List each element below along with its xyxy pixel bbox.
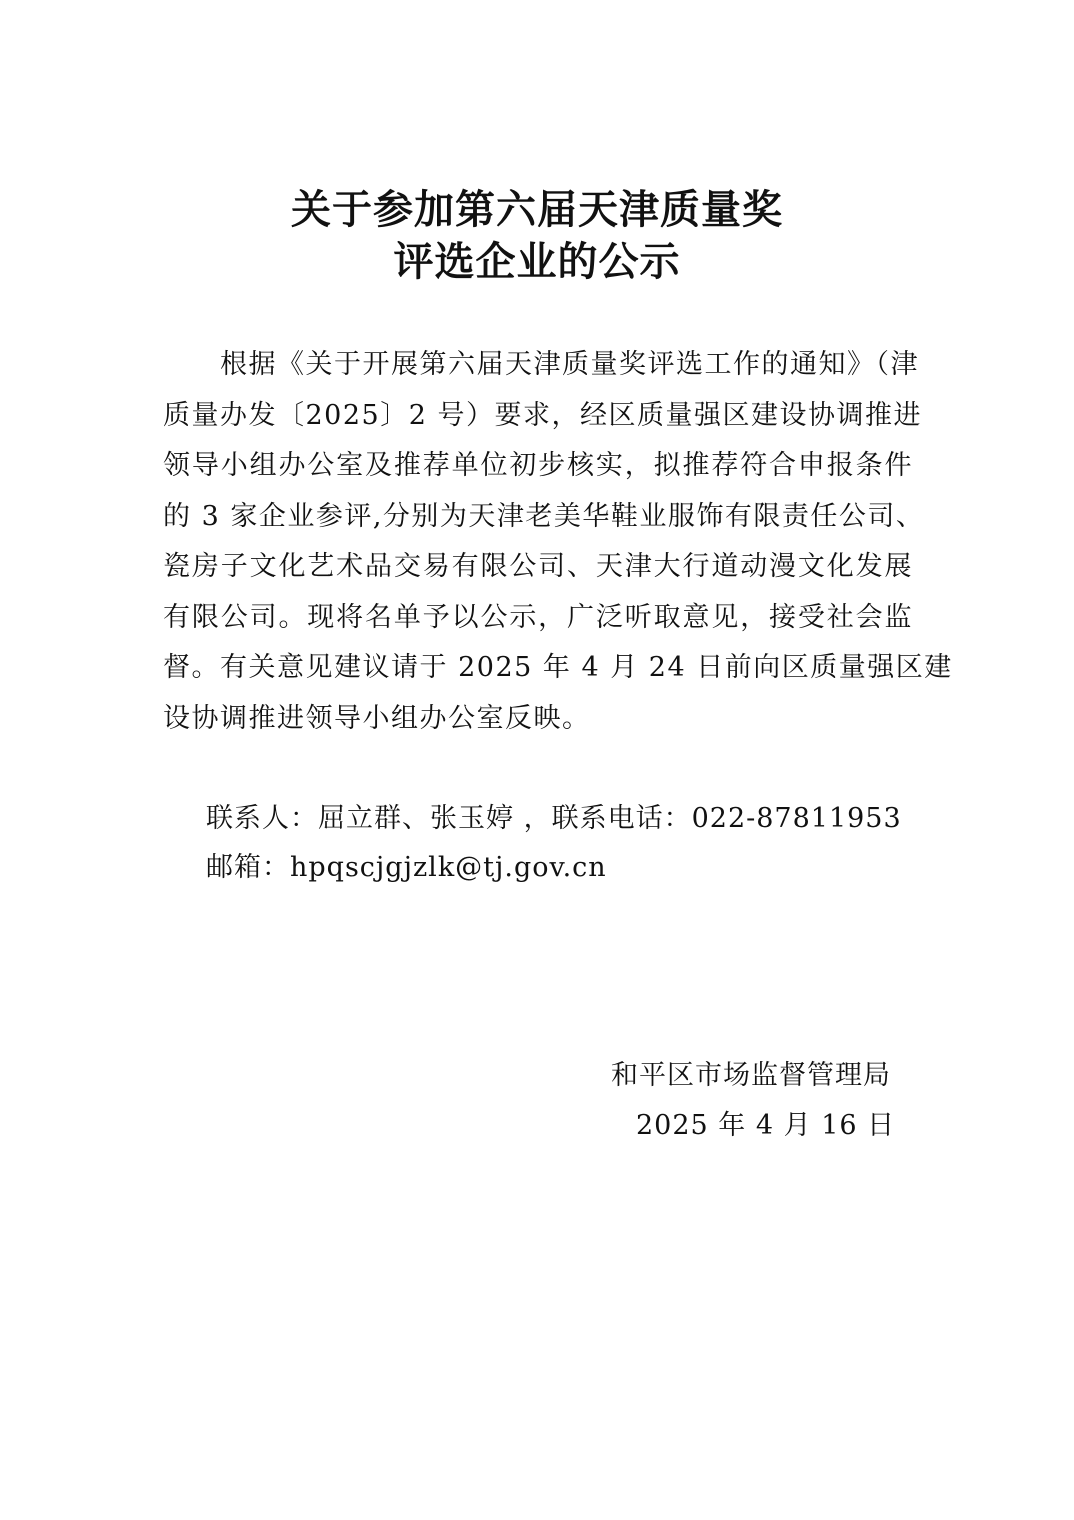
signature-organization: 和平区市场监督管理局: [611, 1060, 891, 1091]
body-line: 督。有关意见建议请于 2025 年 4 月 24 日前向区质量强区建: [163, 652, 953, 683]
email-info: 邮箱：hpqscjgjzlk@tj.gov.cn: [206, 852, 607, 883]
document-title-line-1: 关于参加第六届天津质量奖: [291, 186, 783, 233]
body-line: 质量办发〔2025〕2 号）要求，经区质量强区建设协调推进: [163, 399, 922, 431]
signature-date: 2025 年 4 月 16 日: [636, 1110, 896, 1141]
body-line: 领导小组办公室及推荐单位初步核实，拟推荐符合申报条件: [163, 450, 913, 481]
contact-info: 联系人：屈立群、张玉婷 ，联系电话：022-87811953: [206, 803, 902, 834]
body-paragraph: [163, 340, 953, 744]
body-line: 有限公司。现将名单予以公示，广泛听取意见，接受社会监: [163, 601, 913, 633]
body-line: 的 3 家企业参评,分别为天津老美华鞋业服饰有限责任公司、: [163, 500, 925, 532]
body-line: 瓷房子文化艺术品交易有限公司、天津大行道动漫文化发展: [163, 551, 913, 582]
document-title-line-2: 评选企业的公示: [393, 238, 681, 285]
body-line: 设协调推进领导小组办公室反映。: [163, 702, 591, 734]
body-line: 根据《关于开展第六届天津质量奖评选工作的通知》（津: [163, 349, 919, 380]
